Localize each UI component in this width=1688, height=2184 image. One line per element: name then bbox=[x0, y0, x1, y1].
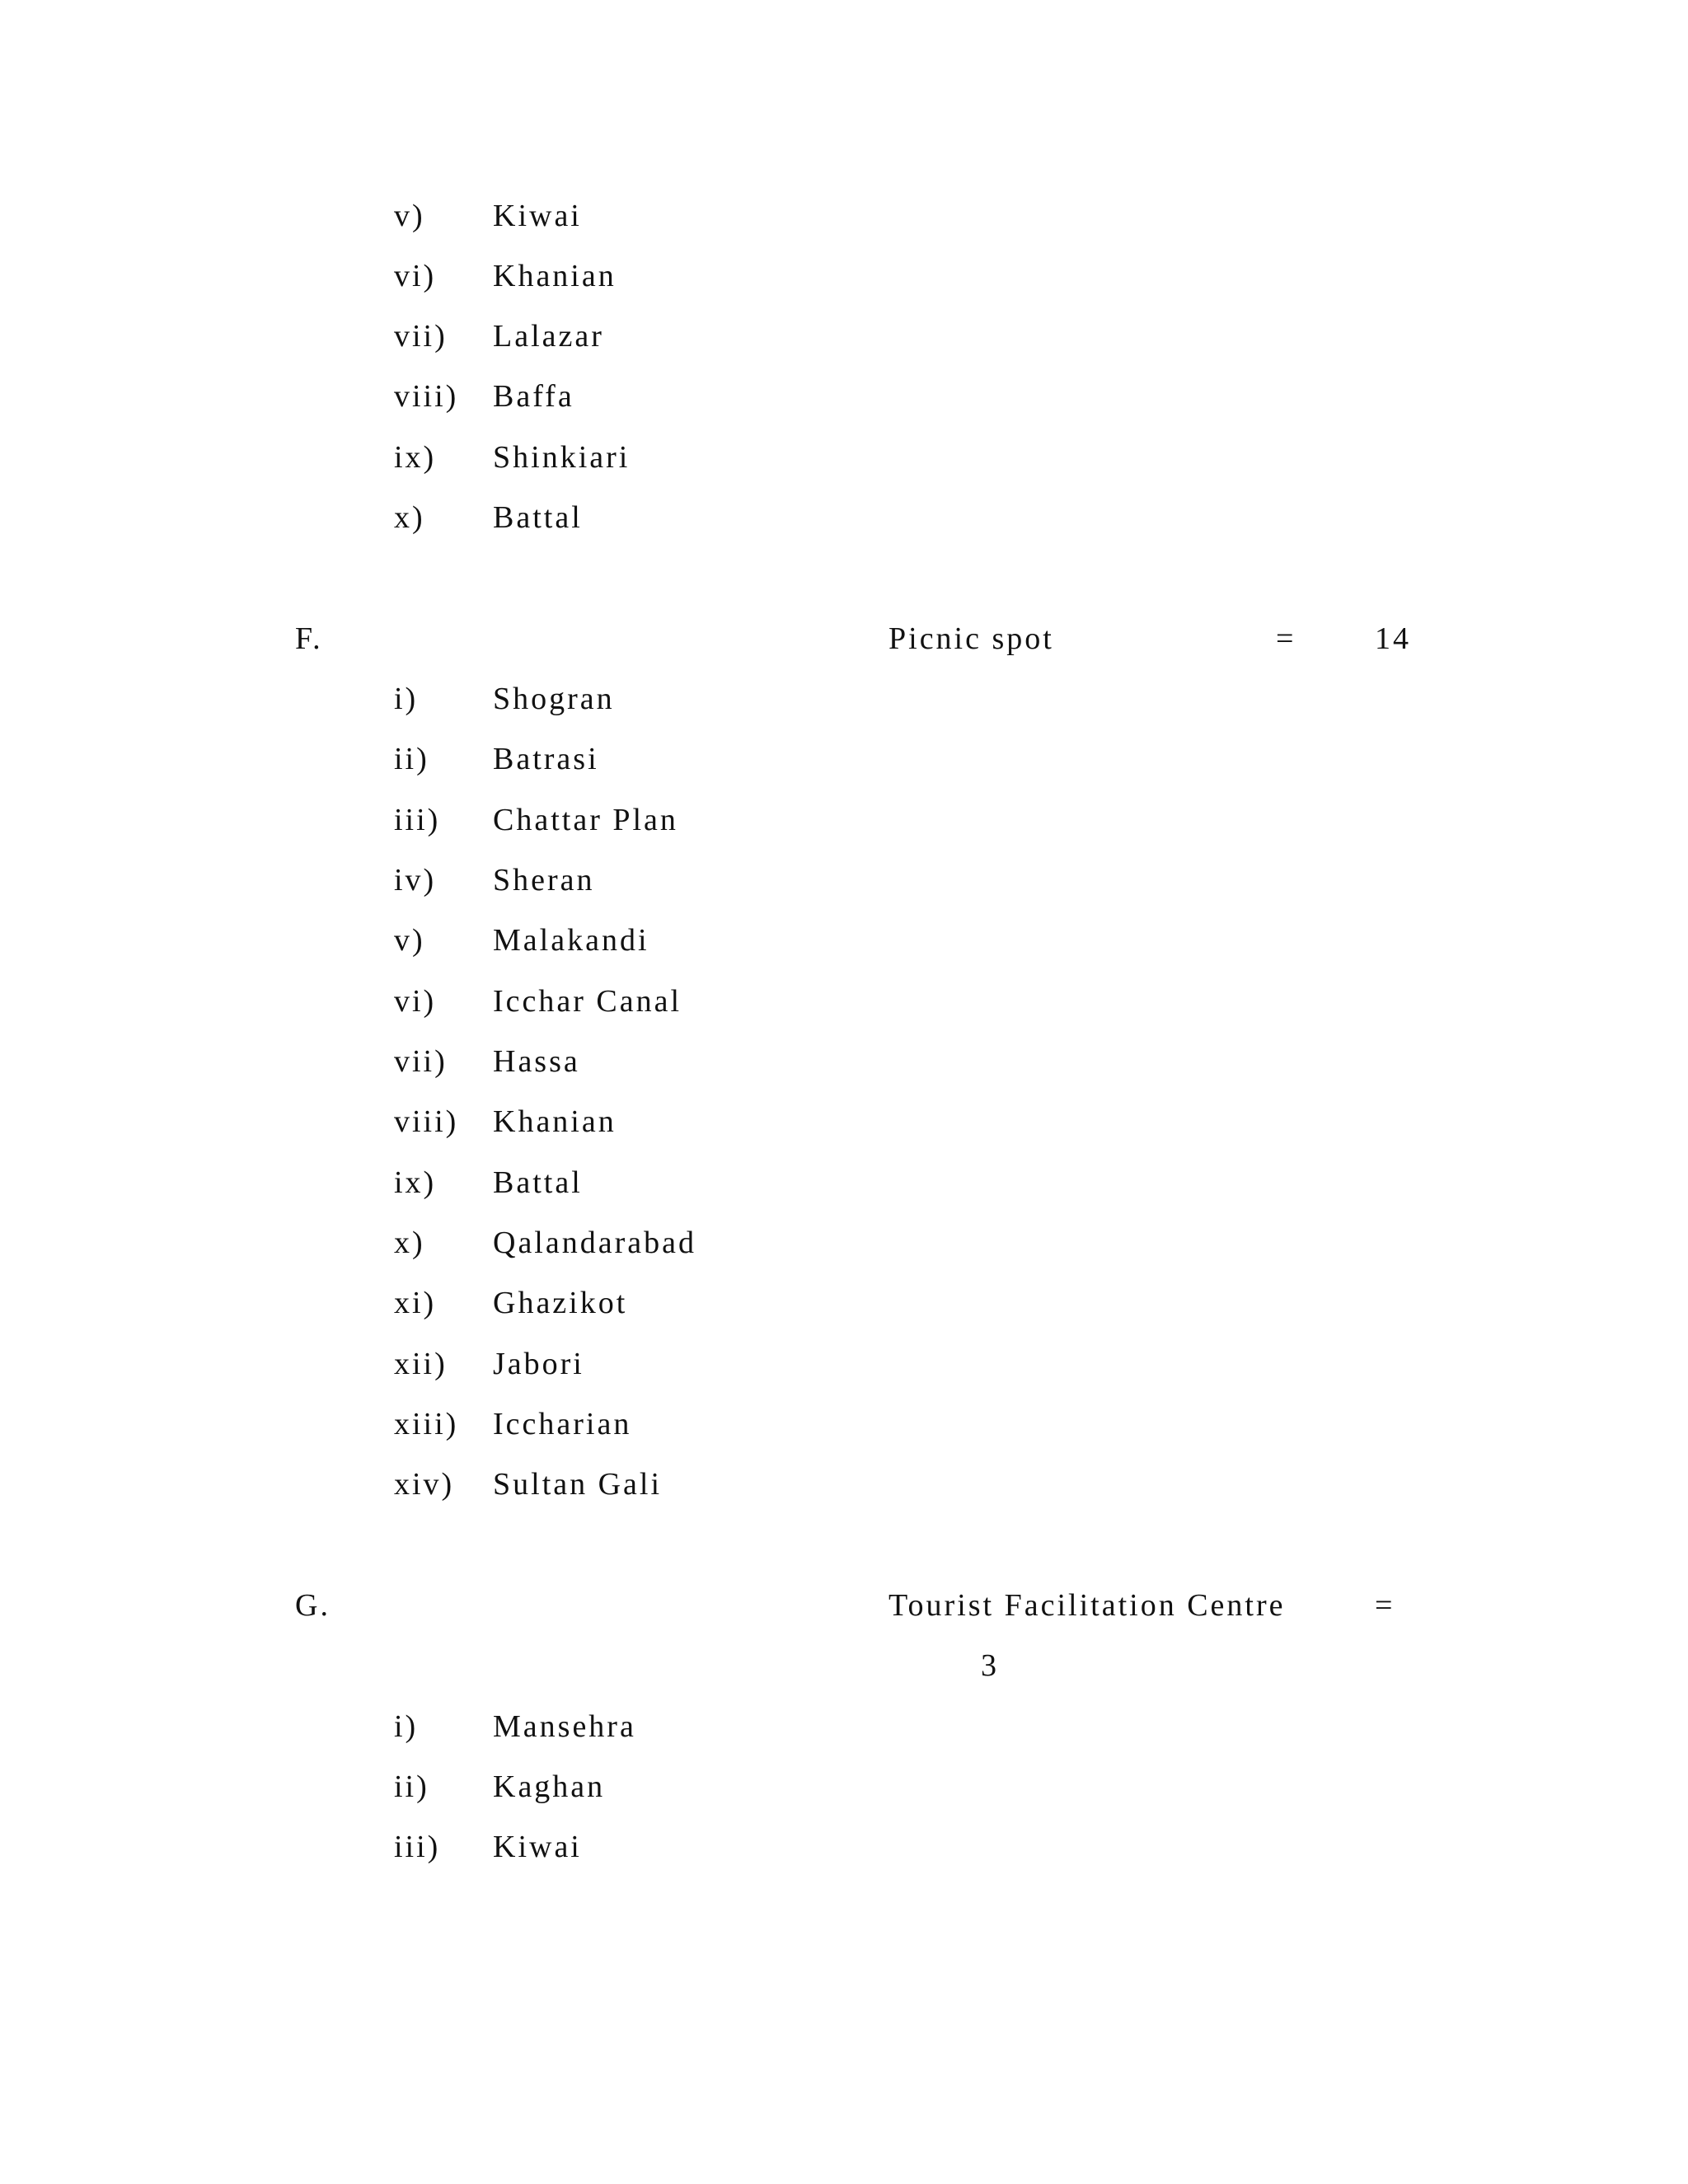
list-numeral: vi) bbox=[394, 259, 437, 293]
section-title: Picnic spot bbox=[889, 621, 1054, 656]
list-name: Ghazikot bbox=[493, 1286, 628, 1320]
list-name: Malakandi bbox=[493, 923, 649, 958]
list-name: Khanian bbox=[493, 1104, 617, 1139]
list-name: Batrasi bbox=[493, 742, 599, 776]
list-name: Chattar Plan bbox=[493, 803, 678, 837]
list-numeral: ii) bbox=[394, 742, 429, 776]
list-numeral: xii) bbox=[394, 1347, 448, 1381]
list-name: Shinkiari bbox=[493, 440, 631, 475]
list-numeral: ix) bbox=[394, 1165, 437, 1200]
list-name: Lalazar bbox=[493, 319, 604, 354]
list-name: Qalandarabad bbox=[493, 1226, 696, 1260]
list-name: Battal bbox=[493, 500, 583, 535]
list-numeral: v) bbox=[394, 199, 425, 233]
section-count: 14 bbox=[1375, 621, 1411, 656]
list-name: Sultan Gali bbox=[493, 1467, 663, 1502]
list-numeral: v) bbox=[394, 923, 425, 958]
list-name: Sheran bbox=[493, 863, 595, 898]
list-name: Kiwai bbox=[493, 1830, 582, 1864]
list-numeral: ii) bbox=[394, 1769, 429, 1804]
list-numeral: ix) bbox=[394, 440, 437, 475]
list-numeral: xi) bbox=[394, 1286, 437, 1320]
list-name: Kiwai bbox=[493, 199, 582, 233]
list-name: Jabori bbox=[493, 1347, 584, 1381]
list-name: Kaghan bbox=[493, 1769, 606, 1804]
list-numeral: vii) bbox=[394, 319, 448, 354]
list-numeral: i) bbox=[394, 682, 419, 716]
section-count: 3 bbox=[981, 1648, 999, 1683]
list-numeral: xiii) bbox=[394, 1407, 459, 1441]
list-numeral: iv) bbox=[394, 863, 437, 898]
list-name: Icchar Canal bbox=[493, 984, 682, 1019]
list-name: Hassa bbox=[493, 1044, 580, 1079]
list-name: Shogran bbox=[493, 682, 615, 716]
section-title: Tourist Facilitation Centre bbox=[889, 1588, 1286, 1623]
list-numeral: vi) bbox=[394, 984, 437, 1019]
list-name: Baffa bbox=[493, 379, 574, 414]
list-numeral: viii) bbox=[394, 379, 459, 414]
list-numeral: viii) bbox=[394, 1104, 459, 1139]
list-numeral: iii) bbox=[394, 803, 441, 837]
equals-sign: = bbox=[1276, 621, 1296, 656]
section-letter: F. bbox=[295, 621, 323, 656]
list-name: Battal bbox=[493, 1165, 583, 1200]
equals-sign: = bbox=[1375, 1588, 1395, 1623]
list-numeral: x) bbox=[394, 1226, 425, 1260]
list-numeral: vii) bbox=[394, 1044, 448, 1079]
list-numeral: x) bbox=[394, 500, 425, 535]
section-letter: G. bbox=[295, 1588, 331, 1623]
list-numeral: iii) bbox=[394, 1830, 441, 1864]
list-name: Iccharian bbox=[493, 1407, 632, 1441]
list-name: Khanian bbox=[493, 259, 617, 293]
list-numeral: i) bbox=[394, 1709, 419, 1744]
list-numeral: xiv) bbox=[394, 1467, 455, 1502]
list-name: Mansehra bbox=[493, 1709, 636, 1744]
